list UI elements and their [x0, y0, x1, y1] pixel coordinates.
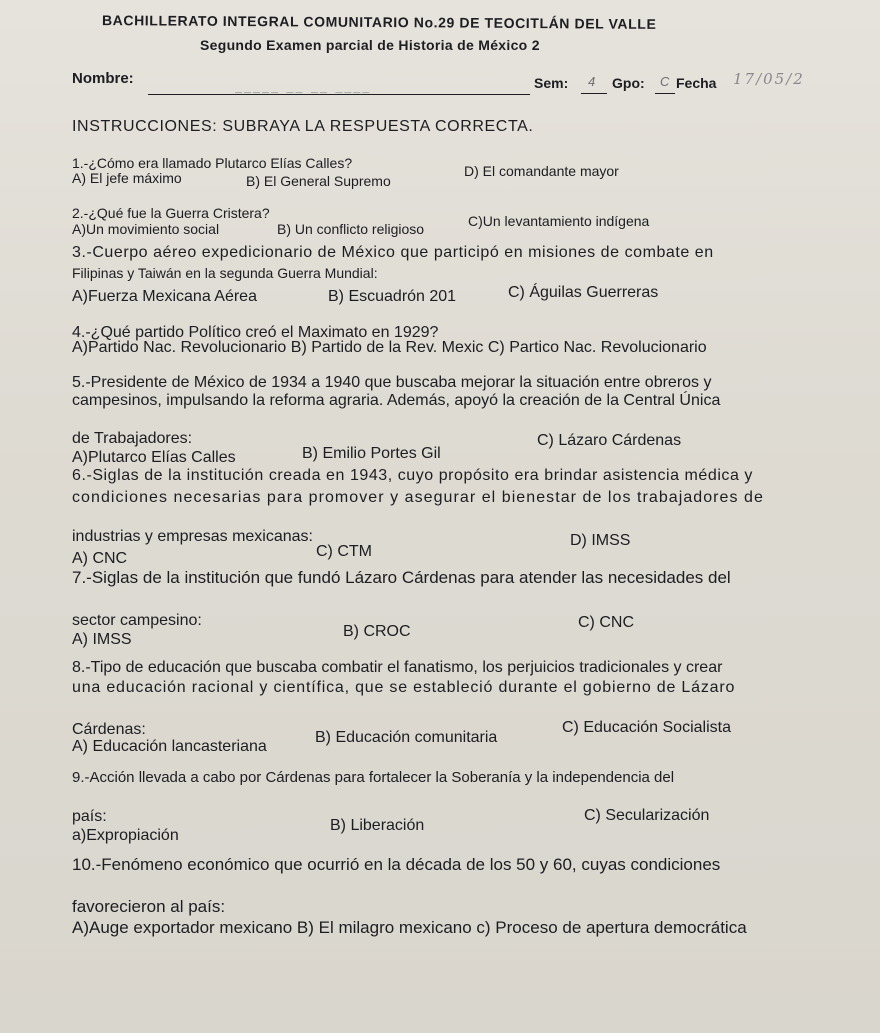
question-3-option-a[interactable]: A)Fuerza Mexicana Aérea — [72, 288, 257, 305]
question-1-option-d[interactable]: D) El comandante mayor — [464, 163, 619, 179]
question-5-stem-line-3: de Trabajadores: — [72, 430, 193, 447]
question-3-option-c[interactable]: C) Águilas Guerreras — [508, 284, 659, 301]
question-10-stem-line-1: 10.-Fenómeno económico que ocurrió en la década de los 50 y 60, cuyas condiciones — [72, 855, 721, 874]
question-7-stem-line-2: sector campesino: — [72, 612, 202, 629]
question-5-stem-line-1: 5.-Presidente de México de 1934 a 1940 que buscaba mejorar la situación entre obreros y — [72, 374, 712, 391]
question-8-stem-line-2: una educación racional y científica, que se estableció durante el gobierno de Lázaro — [72, 679, 736, 696]
question-4-stem: 4.-¿Qué partido Político creó el Maximato en 1929? — [72, 324, 439, 341]
question-9-option-b[interactable]: B) Liberación — [330, 817, 425, 834]
question-8-option-b[interactable]: B) Educación comunitaria — [315, 729, 498, 746]
instructions: INSTRUCCIONES: SUBRAYA LA RESPUESTA CORRECTA. — [72, 118, 534, 135]
question-3-stem-line-1: 3.-Cuerpo aéreo expedicionario de México que participó en misiones de combate en — [72, 244, 714, 261]
question-10-stem-line-2: favorecieron al país: — [72, 897, 226, 916]
question-4-options[interactable]: A)Partido Nac. Revolucionario B) Partido de la Rev. Mexic C) Partico Nac. Revolucionario — [72, 339, 707, 356]
question-8-stem-line-3: Cárdenas: — [72, 721, 146, 738]
gpo-value: C — [660, 74, 670, 89]
question-7-option-c[interactable]: C) CNC — [578, 614, 634, 631]
question-1-stem: 1.-¿Cómo era llamado Plutarco Elías Calles? — [72, 155, 353, 171]
question-7-option-a[interactable]: A) IMSS — [72, 631, 132, 648]
sem-line — [581, 93, 607, 94]
nombre-label: Nombre: — [72, 70, 134, 87]
question-3-option-b[interactable]: B) Escuadrón 201 — [328, 288, 457, 305]
school-name: BACHILLERATO INTEGRAL COMUNITARIO No.29 DE TEOCITLÁN DEL VALLE — [101, 12, 657, 32]
question-2-option-c[interactable]: C)Un levantamiento indígena — [468, 213, 650, 229]
question-5-option-c[interactable]: C) Lázaro Cárdenas — [537, 432, 682, 449]
exam-title: Segundo Examen parcial de Historia de México 2 — [200, 37, 540, 53]
sem-label: Sem: — [534, 75, 569, 91]
question-6-stem-line-2: condiciones necesarias para promover y asegurar el bienestar de los trabajadores de — [72, 489, 764, 506]
question-10-options[interactable]: A)Auge exportador mexicano B) El milagro mexicano c) Proceso de apertura democrática — [72, 918, 747, 937]
question-6-option-d[interactable]: D) IMSS — [570, 532, 631, 549]
gpo-line — [655, 93, 675, 94]
question-9-option-a[interactable]: a)Expropiación — [72, 827, 179, 844]
question-5-option-a[interactable]: A)Plutarco Elías Calles — [72, 449, 236, 466]
question-3-stem-line-2: Filipinas y Taiwán en la segunda Guerra Mundial: — [72, 265, 378, 281]
nombre-line — [148, 94, 530, 95]
question-8-option-c[interactable]: C) Educación Socialista — [562, 719, 731, 736]
question-1-option-a[interactable]: A) El jefe máximo — [72, 170, 182, 186]
question-8-option-a[interactable]: A) Educación lancasteriana — [72, 738, 267, 755]
question-5-option-b[interactable]: B) Emilio Portes Gil — [302, 445, 441, 462]
question-8-stem-line-1: 8.-Tipo de educación que buscaba combatir el fanatismo, los perjuicios tradicionales y crear — [72, 659, 723, 676]
question-9-option-c[interactable]: C) Secularización — [584, 807, 710, 824]
fecha-label: Fecha — [676, 75, 717, 91]
question-2-option-b[interactable]: B) Un conflicto religioso — [277, 221, 425, 237]
question-9-stem-line-1: 9.-Acción llevada a cabo por Cárdenas para fortalecer la Soberanía y la independencia del — [72, 769, 675, 786]
question-5-stem-line-2: campesinos, impulsando la reforma agraria. Además, apoyó la creación de la Central Única — [72, 392, 721, 409]
question-7-option-b[interactable]: B) CROC — [343, 623, 411, 640]
question-2-option-a[interactable]: A)Un movimiento social — [72, 221, 220, 237]
question-6-option-c[interactable]: C) CTM — [316, 543, 372, 560]
gpo-label: Gpo: — [612, 75, 645, 91]
question-6-stem-line-3: industrias y empresas mexicanas: — [72, 528, 313, 545]
fecha-value: 17/05/2 — [733, 70, 805, 88]
question-7-stem-line-1: 7.-Siglas de la institución que fundó Lázaro Cárdenas para atender las necesidades del — [72, 568, 731, 587]
question-2-stem: 2.-¿Qué fue la Guerra Cristera? — [72, 205, 270, 221]
question-9-stem-line-2: país: — [72, 808, 107, 825]
sem-value: 4 — [588, 74, 596, 89]
question-1-option-b[interactable]: B) El General Supremo — [246, 173, 391, 189]
question-6-option-a[interactable]: A) CNC — [72, 550, 128, 567]
question-6-stem-line-1: 6.-Siglas de la institución creada en 1943, cuyo propósito era brindar asistencia médica y — [72, 467, 753, 484]
nombre-handwriting: _____ __ __ ____ — [235, 78, 372, 94]
